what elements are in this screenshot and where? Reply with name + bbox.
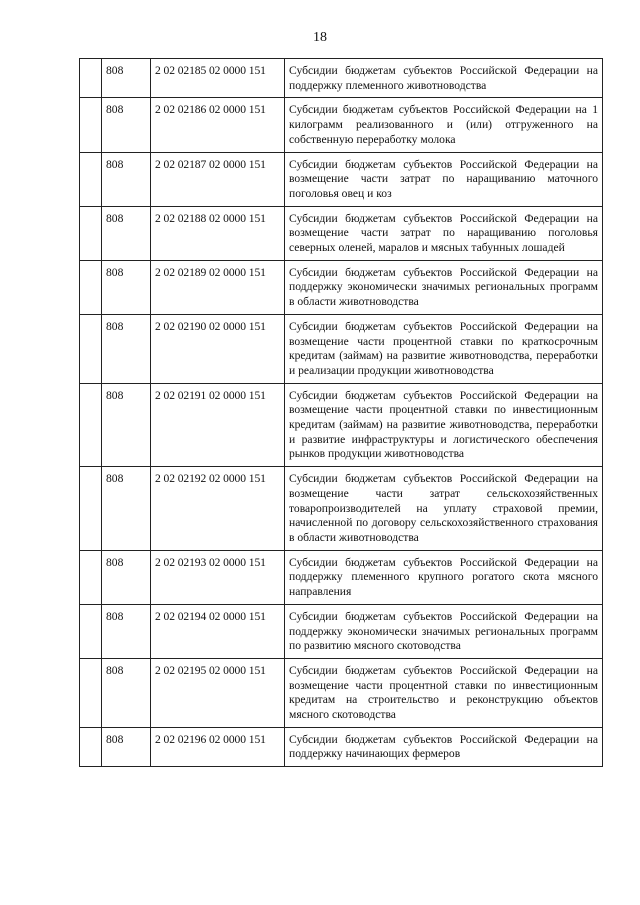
income-name-cell: Субсидии бюджетам субъектов Российской Федерации на возмещение части затрат по наращиванию маточного поголовья овец и коз [285, 152, 603, 206]
budget-code-cell: 2 02 02196 02 0000 151 [151, 727, 285, 766]
income-name-cell: Субсидии бюджетам субъектов Российской Федерации на поддержку экономически значимых региональных программ в области животноводства [285, 260, 603, 314]
page-number: 18 [313, 30, 327, 45]
blank-cell [80, 727, 102, 766]
blank-cell [80, 206, 102, 260]
blank-cell [80, 550, 102, 604]
income-name-cell: Субсидии бюджетам субъектов Российской Федерации на 1 килограмм реализованного и (или) отгруженного на собственную переработку молока [285, 98, 603, 152]
admin-code-cell: 808 [102, 206, 151, 260]
blank-cell [80, 467, 102, 551]
table-row [80, 467, 603, 551]
income-name-cell: Субсидии бюджетам субъектов Российской Федерации на поддержку экономически значимых региональных программ по развитию мясного скотоводства [285, 604, 603, 658]
table-row [80, 550, 603, 604]
budget-code-cell: 2 02 02194 02 0000 151 [151, 604, 285, 658]
budget-code-cell: 2 02 02189 02 0000 151 [151, 260, 285, 314]
table-row [80, 314, 603, 383]
budget-code-cell: 2 02 02193 02 0000 151 [151, 550, 285, 604]
budget-code-cell: 2 02 02192 02 0000 151 [151, 467, 285, 551]
admin-code-cell: 808 [102, 314, 151, 383]
income-name-cell: Субсидии бюджетам субъектов Российской Федерации на поддержку племенного крупного рогатого скота мясного направления [285, 550, 603, 604]
budget-code-cell: 2 02 02186 02 0000 151 [151, 98, 285, 152]
budget-code-cell: 2 02 02185 02 0000 151 [151, 59, 285, 98]
blank-cell [80, 98, 102, 152]
table-row [80, 727, 603, 766]
admin-code-cell: 808 [102, 260, 151, 314]
income-name-cell: Субсидии бюджетам субъектов Российской Федерации на возмещение части процентной ставки по инвестиционным кредитам (займам) на развитие животноводства, переработки и развитие инфраструктуры и логистического обеспечения рынков продукции животноводства [285, 383, 603, 467]
admin-code-cell: 808 [102, 467, 151, 551]
admin-code-cell: 808 [102, 98, 151, 152]
table-row [80, 59, 603, 98]
admin-code-cell: 808 [102, 550, 151, 604]
table-row [80, 98, 603, 152]
budget-code-cell: 2 02 02187 02 0000 151 [151, 152, 285, 206]
budget-code-cell: 2 02 02190 02 0000 151 [151, 314, 285, 383]
table-body [80, 59, 603, 767]
table-row [80, 658, 603, 727]
income-name-cell: Субсидии бюджетам субъектов Российской Федерации на поддержку племенного животноводства [285, 59, 603, 98]
income-name-cell: Субсидии бюджетам субъектов Российской Федерации на поддержку начинающих фермеров [285, 727, 603, 766]
admin-code-cell: 808 [102, 383, 151, 467]
budget-code-cell: 2 02 02188 02 0000 151 [151, 206, 285, 260]
admin-code-cell: 808 [102, 727, 151, 766]
budget-code-cell: 2 02 02191 02 0000 151 [151, 383, 285, 467]
income-name-cell: Субсидии бюджетам субъектов Российской Федерации на возмещение части процентной ставки по краткосрочным кредитам (займам) на развитие животноводства, переработки и реализации продукции животноводства [285, 314, 603, 383]
blank-cell [80, 383, 102, 467]
table-row [80, 152, 603, 206]
table-row [80, 604, 603, 658]
blank-cell [80, 260, 102, 314]
blank-cell [80, 604, 102, 658]
table-row [80, 206, 603, 260]
admin-code-cell: 808 [102, 604, 151, 658]
admin-code-cell: 808 [102, 658, 151, 727]
blank-cell [80, 314, 102, 383]
admin-code-cell: 808 [102, 59, 151, 98]
income-name-cell: Субсидии бюджетам субъектов Российской Федерации на возмещение части процентной ставки по инвестиционным кредитам на строительство и реконструкцию объектов мясного скотоводства [285, 658, 603, 727]
income-name-cell: Субсидии бюджетам субъектов Российской Федерации на возмещение части затрат сельскохозяйственных товаропроизводителей на уплату страховой премии, начисленной по договору сельскохозяйственного страхования в области животноводства [285, 467, 603, 551]
budget-classification-table [79, 58, 603, 767]
income-name-cell: Субсидии бюджетам субъектов Российской Федерации на возмещение части затрат по наращиванию поголовья северных оленей, маралов и мясных табунных лошадей [285, 206, 603, 260]
admin-code-cell: 808 [102, 152, 151, 206]
table-row [80, 383, 603, 467]
blank-cell [80, 59, 102, 98]
table-row [80, 260, 603, 314]
budget-code-cell: 2 02 02195 02 0000 151 [151, 658, 285, 727]
blank-cell [80, 658, 102, 727]
blank-cell [80, 152, 102, 206]
